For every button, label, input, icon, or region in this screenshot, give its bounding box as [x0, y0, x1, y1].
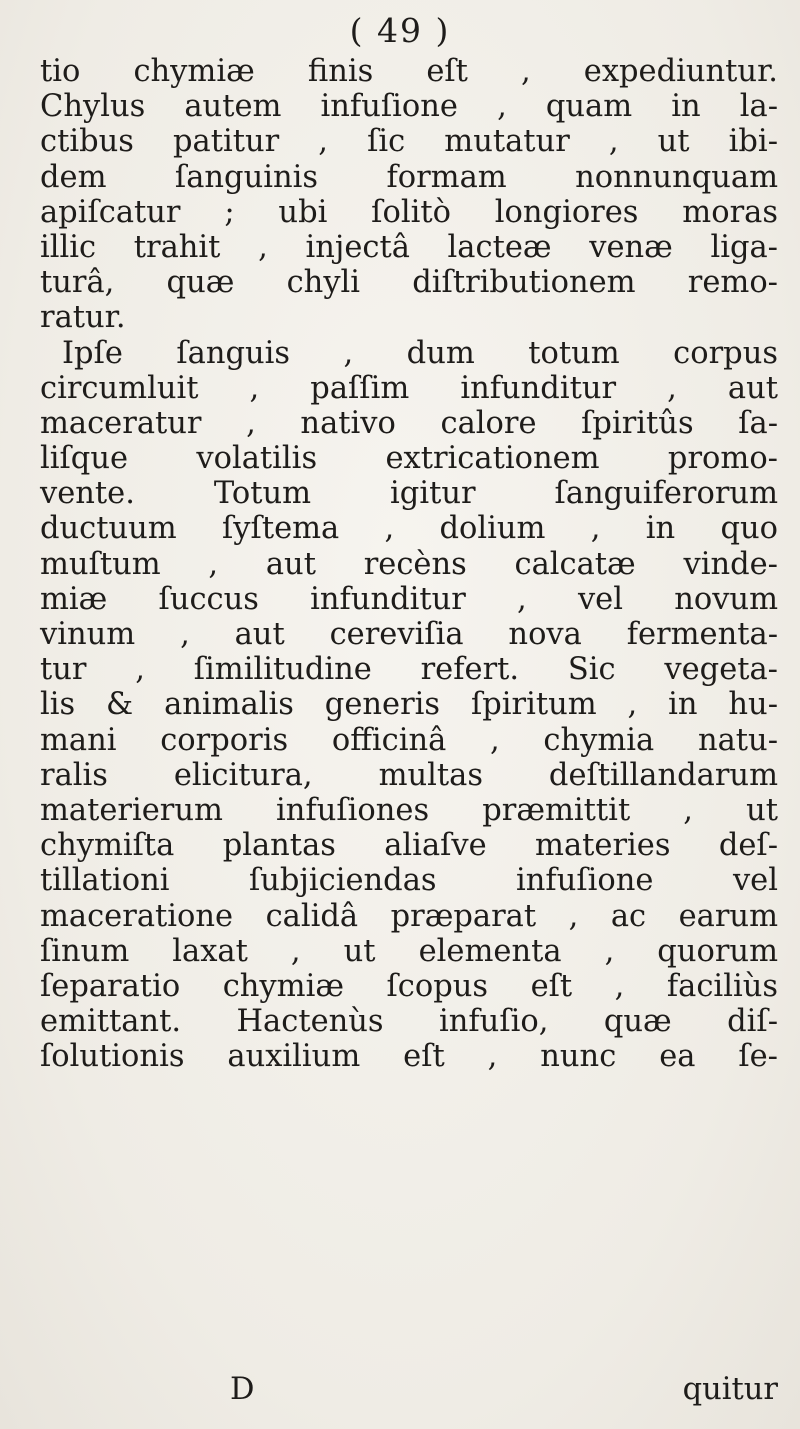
text-line: turâ, quæ chyli diſtributionem remo-: [40, 265, 778, 301]
page-number: ( 49 ): [349, 11, 451, 50]
text-line: ſeparatio chymiæ ſcopus eſt , faciliùs: [40, 968, 778, 1004]
text-line: ſolutionis auxilium eſt , nunc ea ſe-: [40, 1039, 778, 1075]
text-line: ralis elicitura, multas deſtillandarum: [40, 757, 778, 793]
text-line: emittant. Hactenùs infuſio, quæ diſ-: [40, 1004, 778, 1040]
text-line: mani corporis officinâ , chymia natu-: [40, 722, 778, 758]
text-line: tillationi ſubjiciendas infuſione vel: [40, 863, 778, 899]
catchword: quitur: [682, 1372, 778, 1407]
text-line: tio chymiæ finis eſt , expediuntur.: [40, 54, 778, 89]
text-line: maceratur , nativo calore ſpiritûs ſa-: [40, 405, 778, 441]
text-line: illic trahit , injectâ lacteæ venæ liga-: [40, 229, 778, 265]
text-line: ſinum laxat , ut elementa , quorum: [40, 933, 778, 969]
text-line: chymiſta plantas aliaſve materies deſ-: [40, 828, 778, 864]
page-footer: [40, 1370, 778, 1410]
text-line: vinum , aut cereviſia nova fermenta-: [40, 617, 778, 652]
text-line: tur , ſimilitudine refert. Sic vegeta-: [40, 652, 778, 688]
text-line: liſque volatilis extricationem promo-: [40, 441, 778, 477]
body-text: [40, 54, 778, 1074]
text-line: circumluit , paſſim infunditur , aut: [40, 370, 778, 406]
text-line: ductuum ſyſtema , dolium , in quo: [40, 511, 778, 547]
text-line: lis & animalis generis ſpiritum , in hu-: [40, 687, 778, 723]
text-line: materierum infuſiones præmittit , ut: [40, 792, 778, 828]
text-line: maceratione calidâ præparat , ac earum: [40, 898, 778, 934]
text-line: vente. Totum igitur ſanguiferorum: [40, 476, 778, 512]
text-line: apiſcatur ; ubi ſolitò longiores moras: [40, 194, 778, 230]
text-line: miæ ſuccus infunditur , vel novum: [40, 581, 778, 617]
text-line: ratur.: [40, 300, 126, 336]
text-line: muſtum , aut recèns calcatæ vinde-: [40, 546, 778, 582]
text-line: dem ſanguinis formam nonnunquam: [40, 159, 778, 195]
signature-mark: D: [230, 1372, 255, 1407]
text-line: Chylus autem infuſione , quam in la-: [40, 89, 778, 125]
text-line: ctibus patitur , ſic mutatur , ut ibi-: [40, 124, 778, 160]
text-line: Ipſe ſanguis , dum totum corpus: [62, 335, 778, 371]
